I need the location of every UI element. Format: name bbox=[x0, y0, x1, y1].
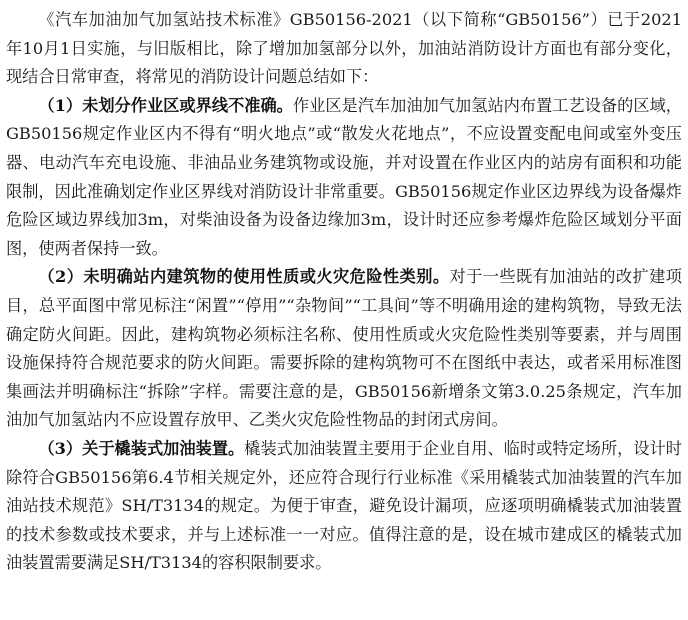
paragraph-work-area bbox=[6, 92, 682, 264]
paragraph-text: 对于一些既有加油站的改扩建项目，总平面图中常见标注“闲置”“停用”“杂物间”“工具间”等不明确用途的建构筑物，导致无法确定防火间距。因此，建构筑物必须标注名称、使用性质或火灾危险性类别等要素，并与周围设施保持符合规范要求的防火间距。需要拆除的建构筑物可不在图纸中表达，或者采用标准图集画法并明确标注“拆除”字样。需要注意的是，GB50156新增条文第3.0.25条规定，汽车加油加气加氢站内不应设置存放甲、乙类火灾危险性物品的封闭式房间。 bbox=[6, 267, 682, 430]
paragraph-text: 作业区是汽车加油加气加氢站内布置工艺设备的区域，GB50156规定作业区内不得有“明火地点”或“散发火花地点”，不应设置变配电间或室外变压器、电动汽车充电设施、非油品业务建筑物或设施，并对设置在作业区内的站房有面积和功能限制，因此准确划定作业区界线对消防设计非常重要。GB50156规定作业区边界线为设备爆炸危险区域边界线加3m，对柴油设备为设备边缘加3m，设计时还应参考爆炸危险区域划分平面图，使两者保持一致。 bbox=[6, 95, 682, 258]
paragraph-heading: （1）未划分作业区或界线不准确。 bbox=[38, 95, 293, 115]
paragraph-text: 橇装式加油装置主要用于企业自用、临时或特定场所，设计时除符合GB50156第6.4节相关规定外，还应符合现行行业标准《采用橇装式加油装置的汽车加油站技术规范》SH/T3134的规定。为便于审查，避免设计漏项，应逐项明确橇装式加油装置的技术参数或技术要求，并与上述标准一一对应。值得注意的是，设在城市建成区的橇装式加油装置需要满足SH/T3134的容积限制要求。 bbox=[6, 438, 682, 573]
paragraph-skid-mounted bbox=[6, 435, 682, 578]
paragraph-heading: （2）未明确站内建筑物的使用性质或火灾危险性类别。 bbox=[38, 267, 450, 287]
paragraph-heading: （3）关于橇装式加油装置。 bbox=[38, 438, 245, 458]
paragraph-building-use bbox=[6, 263, 682, 435]
paragraph-intro bbox=[6, 6, 682, 92]
paragraph-text: 《汽车加油加气加氢站技术标准》GB50156-2021（以下简称“GB50156”）已于2021年10月1日实施，与旧版相比，除了增加加氢部分以外，加油站消防设计方面也有部分变化，现结合日常审查，将常见的消防设计问题总结如下： bbox=[6, 10, 682, 87]
